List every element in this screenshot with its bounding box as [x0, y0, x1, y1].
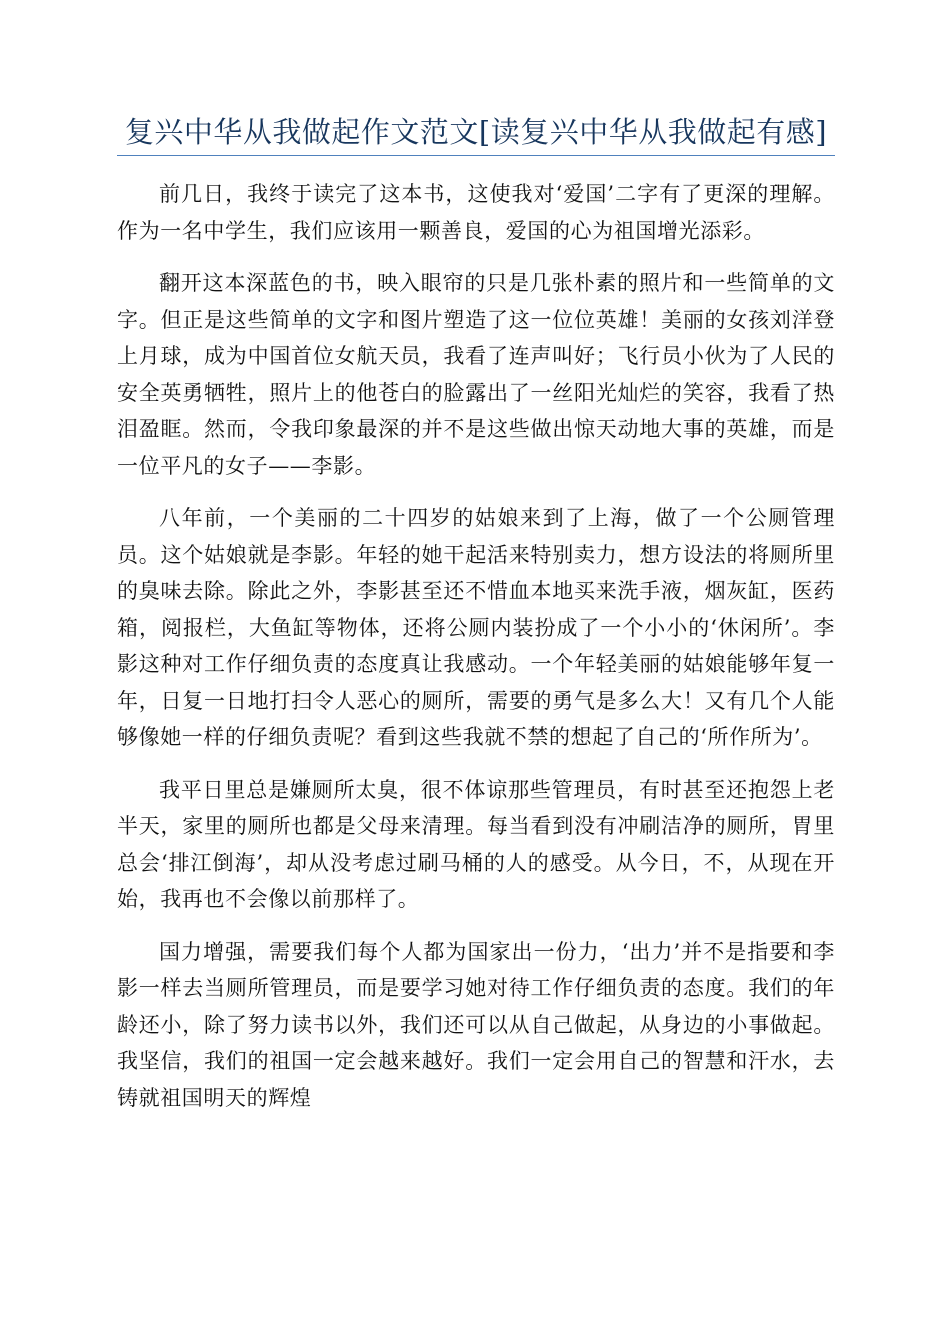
paragraph-1: 前几日，我终于读完了这本书，这使我对‘爱国’二字有了更深的理解。作为一名中学生，我们应该用一颗善良，爱国的心为祖国增光添彩。: [117, 182, 835, 243]
paragraph-5: 国力增强，需要我们每个人都为国家出一份力，‘出力’并不是指要和李影一样去当厕所管理员，而是要学习她对待工作仔细负责的态度。我们的年龄还小，除了努力读书以外，我们还可以从自己做起，从身边的小事做起。我坚信，我们的祖国一定会越来越好。我们一定会用自己的智慧和汗水，去铸就祖国明天的辉煌: [117, 939, 835, 1110]
paragraph-3: 八年前，一个美丽的二十四岁的姑娘来到了上海，做了一个公厕管理员。这个姑娘就是李影。年轻的她干起活来特别卖力，想方设法的将厕所里的臭味去除。除此之外，李影甚至还不惜血本地买来洗手液，烟灰缸，医药箱，阅报栏，大鱼缸等物体，还将公厕内装扮成了一个小小的‘休闲所’。李影这种对工作仔细负责的态度真让我感动。一个年轻美丽的姑娘能够年复一年，日复一日地打扫令人恶心的厕所，需要的勇气是多么大！又有几个人能够像她一样的仔细负责呢？看到这些我就不禁的想起了自己的‘所作所为’。: [117, 506, 835, 749]
title-block: [117, 108, 835, 156]
page-title: 复兴中华从我做起作文范文[读复兴中华从我做起有感]: [124, 115, 828, 149]
article-body: [117, 176, 835, 1132]
paragraph-4: 我平日里总是嫌厕所太臭，很不体谅那些管理员，有时甚至还抱怨上老半天，家里的厕所也都是父母来清理。每当看到没有冲刷洁净的厕所，胃里总会‘排江倒海’，却从没考虑过刷马桶的人的感受。从今日，不，从现在开始，我再也不会像以前那样了。: [117, 777, 835, 911]
paragraph-2: 翻开这本深蓝色的书，映入眼帘的只是几张朴素的照片和一些简单的文字。但正是这些简单的文字和图片塑造了这一位位英雄！美丽的女孩刘洋登上月球，成为中国首位女航天员，我看了连声叫好；飞行员小伙为了人民的安全英勇牺牲，照片上的他苍白的脸露出了一丝阳光灿烂的笑容，我看了热泪盈眶。然而，令我印象最深的并不是这些做出惊天动地大事的英雄，而是一位平凡的女子——李影。: [117, 271, 835, 478]
